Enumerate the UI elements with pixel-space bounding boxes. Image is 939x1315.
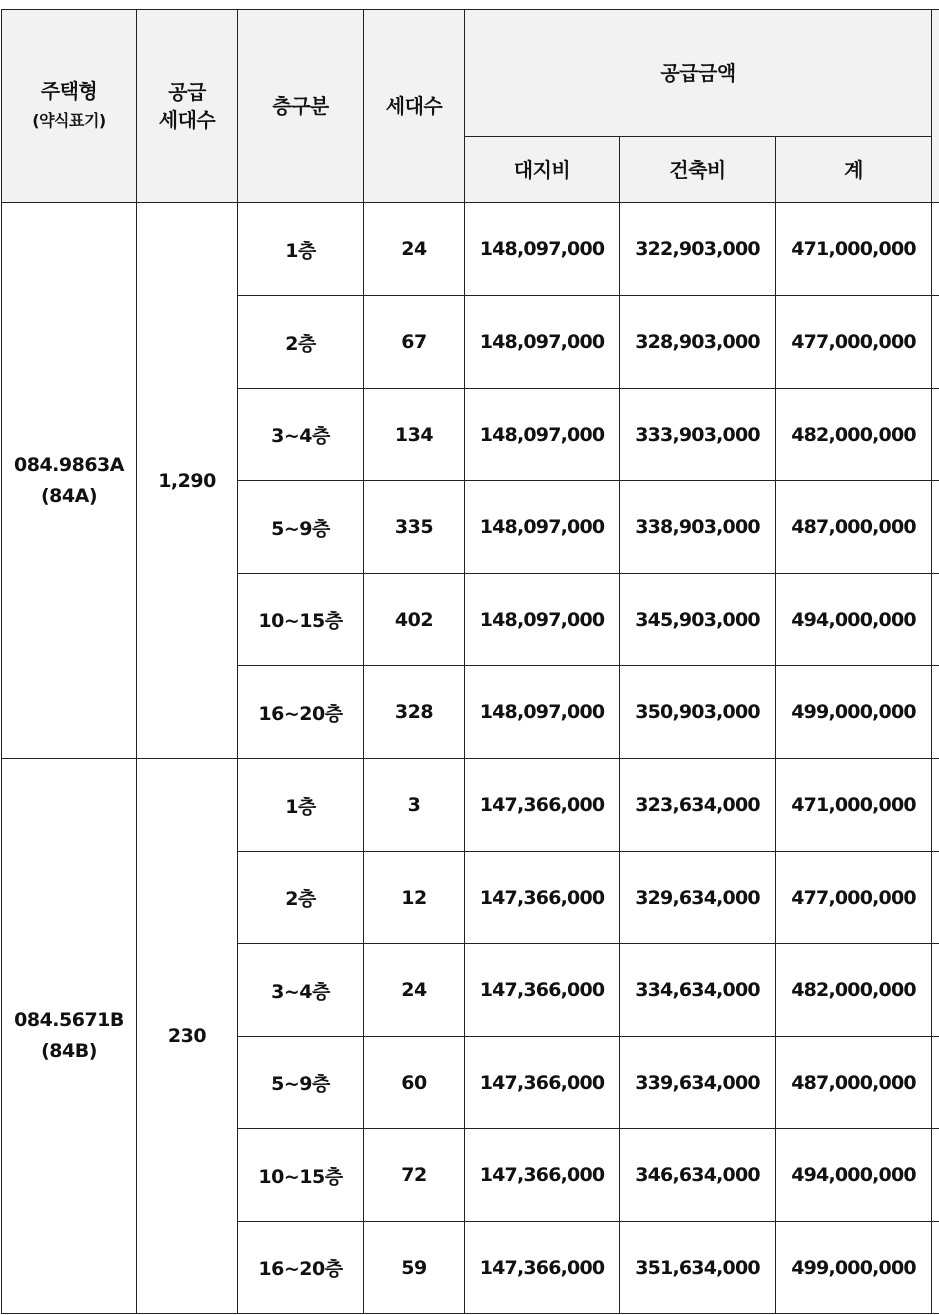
extra-cell xyxy=(932,203,939,296)
households-cell: 67 xyxy=(364,296,465,389)
land-cost-cell: 147,366,000 xyxy=(465,852,620,944)
floor-cell: 16~20층 xyxy=(238,1222,364,1314)
households-cell: 59 xyxy=(364,1222,465,1314)
floor-cell: 1층 xyxy=(238,203,364,296)
floor-cell: 5~9층 xyxy=(238,1037,364,1129)
land-cost-cell: 148,097,000 xyxy=(465,389,620,481)
households-cell: 328 xyxy=(364,666,465,759)
floor-cell: 3~4층 xyxy=(238,389,364,481)
extra-cell xyxy=(932,574,939,666)
header-extra-column xyxy=(932,10,939,203)
supply-households-cell: 230 xyxy=(137,759,238,1314)
header-supply-line1: 공급 xyxy=(168,80,206,104)
housing-type-short: (84A) xyxy=(40,484,97,507)
table-row xyxy=(2,759,939,852)
total-cell: 482,000,000 xyxy=(776,389,932,481)
floor-cell: 16~20층 xyxy=(238,666,364,759)
header-building-cost: 건축비 xyxy=(620,137,776,203)
header-floor: 층구분 xyxy=(238,10,364,203)
extra-cell xyxy=(932,481,939,574)
building-cost-cell: 333,903,000 xyxy=(620,389,776,481)
extra-cell xyxy=(932,389,939,481)
housing-type-cell xyxy=(2,759,137,1314)
land-cost-cell: 147,366,000 xyxy=(465,944,620,1037)
building-cost-cell: 334,634,000 xyxy=(620,944,776,1037)
total-cell: 482,000,000 xyxy=(776,944,932,1037)
header-total: 계 xyxy=(776,137,932,203)
land-cost-cell: 148,097,000 xyxy=(465,574,620,666)
total-cell: 487,000,000 xyxy=(776,1037,932,1129)
households-cell: 24 xyxy=(364,203,465,296)
floor-cell: 3~4층 xyxy=(238,944,364,1037)
header-housing-type xyxy=(2,10,137,203)
building-cost-cell: 328,903,000 xyxy=(620,296,776,389)
households-cell: 134 xyxy=(364,389,465,481)
households-cell: 60 xyxy=(364,1037,465,1129)
total-cell: 494,000,000 xyxy=(776,574,932,666)
building-cost-cell: 345,903,000 xyxy=(620,574,776,666)
building-cost-cell: 338,903,000 xyxy=(620,481,776,574)
floor-cell: 2층 xyxy=(238,852,364,944)
households-cell: 335 xyxy=(364,481,465,574)
building-cost-cell: 323,634,000 xyxy=(620,759,776,852)
extra-cell xyxy=(932,1129,939,1222)
housing-type-cell xyxy=(2,203,137,759)
extra-cell xyxy=(932,759,939,852)
extra-cell xyxy=(932,1037,939,1129)
extra-cell xyxy=(932,1222,939,1314)
land-cost-cell: 148,097,000 xyxy=(465,296,620,389)
land-cost-cell: 147,366,000 xyxy=(465,1037,620,1129)
total-cell: 477,000,000 xyxy=(776,852,932,944)
housing-type-code: 084.9863A xyxy=(14,453,124,476)
extra-cell xyxy=(932,666,939,759)
households-cell: 3 xyxy=(364,759,465,852)
supply-price-table xyxy=(1,9,939,1314)
housing-type-short: (84B) xyxy=(41,1040,97,1062)
floor-cell: 10~15층 xyxy=(238,1129,364,1222)
households-cell: 402 xyxy=(364,574,465,666)
floor-cell: 1층 xyxy=(238,759,364,852)
supply-households-cell: 1,290 xyxy=(137,203,238,759)
total-cell: 471,000,000 xyxy=(776,203,932,296)
households-cell: 12 xyxy=(364,852,465,944)
header-households: 세대수 xyxy=(364,10,465,203)
building-cost-cell: 350,903,000 xyxy=(620,666,776,759)
table-row xyxy=(2,203,939,296)
header-housing-type-label: 주택형 xyxy=(40,79,98,103)
households-cell: 72 xyxy=(364,1129,465,1222)
building-cost-cell: 351,634,000 xyxy=(620,1222,776,1314)
building-cost-cell: 329,634,000 xyxy=(620,852,776,944)
total-cell: 494,000,000 xyxy=(776,1129,932,1222)
households-cell: 24 xyxy=(364,944,465,1037)
land-cost-cell: 147,366,000 xyxy=(465,1222,620,1314)
land-cost-cell: 147,366,000 xyxy=(465,759,620,852)
header-row-top xyxy=(2,10,939,137)
header-land-cost: 대지비 xyxy=(465,137,620,203)
total-cell: 499,000,000 xyxy=(776,666,932,759)
building-cost-cell: 346,634,000 xyxy=(620,1129,776,1222)
floor-cell: 5~9층 xyxy=(238,481,364,574)
building-cost-cell: 339,634,000 xyxy=(620,1037,776,1129)
building-cost-cell: 322,903,000 xyxy=(620,203,776,296)
header-supply-amount: 공급금액 xyxy=(465,10,932,137)
land-cost-cell: 147,366,000 xyxy=(465,1129,620,1222)
floor-cell: 2층 xyxy=(238,296,364,389)
extra-cell xyxy=(932,944,939,1037)
floor-cell: 10~15층 xyxy=(238,574,364,666)
header-supply-households xyxy=(137,10,238,203)
header-supply-line2: 세대수 xyxy=(158,108,216,132)
housing-type-code: 084.5671B xyxy=(14,1009,124,1031)
land-cost-cell: 148,097,000 xyxy=(465,481,620,574)
total-cell: 499,000,000 xyxy=(776,1222,932,1314)
header-housing-type-sub: (약식표기) xyxy=(32,111,106,130)
land-cost-cell: 148,097,000 xyxy=(465,203,620,296)
total-cell: 477,000,000 xyxy=(776,296,932,389)
extra-cell xyxy=(932,852,939,944)
land-cost-cell: 148,097,000 xyxy=(465,666,620,759)
total-cell: 487,000,000 xyxy=(776,481,932,574)
extra-cell xyxy=(932,296,939,389)
total-cell: 471,000,000 xyxy=(776,759,932,852)
